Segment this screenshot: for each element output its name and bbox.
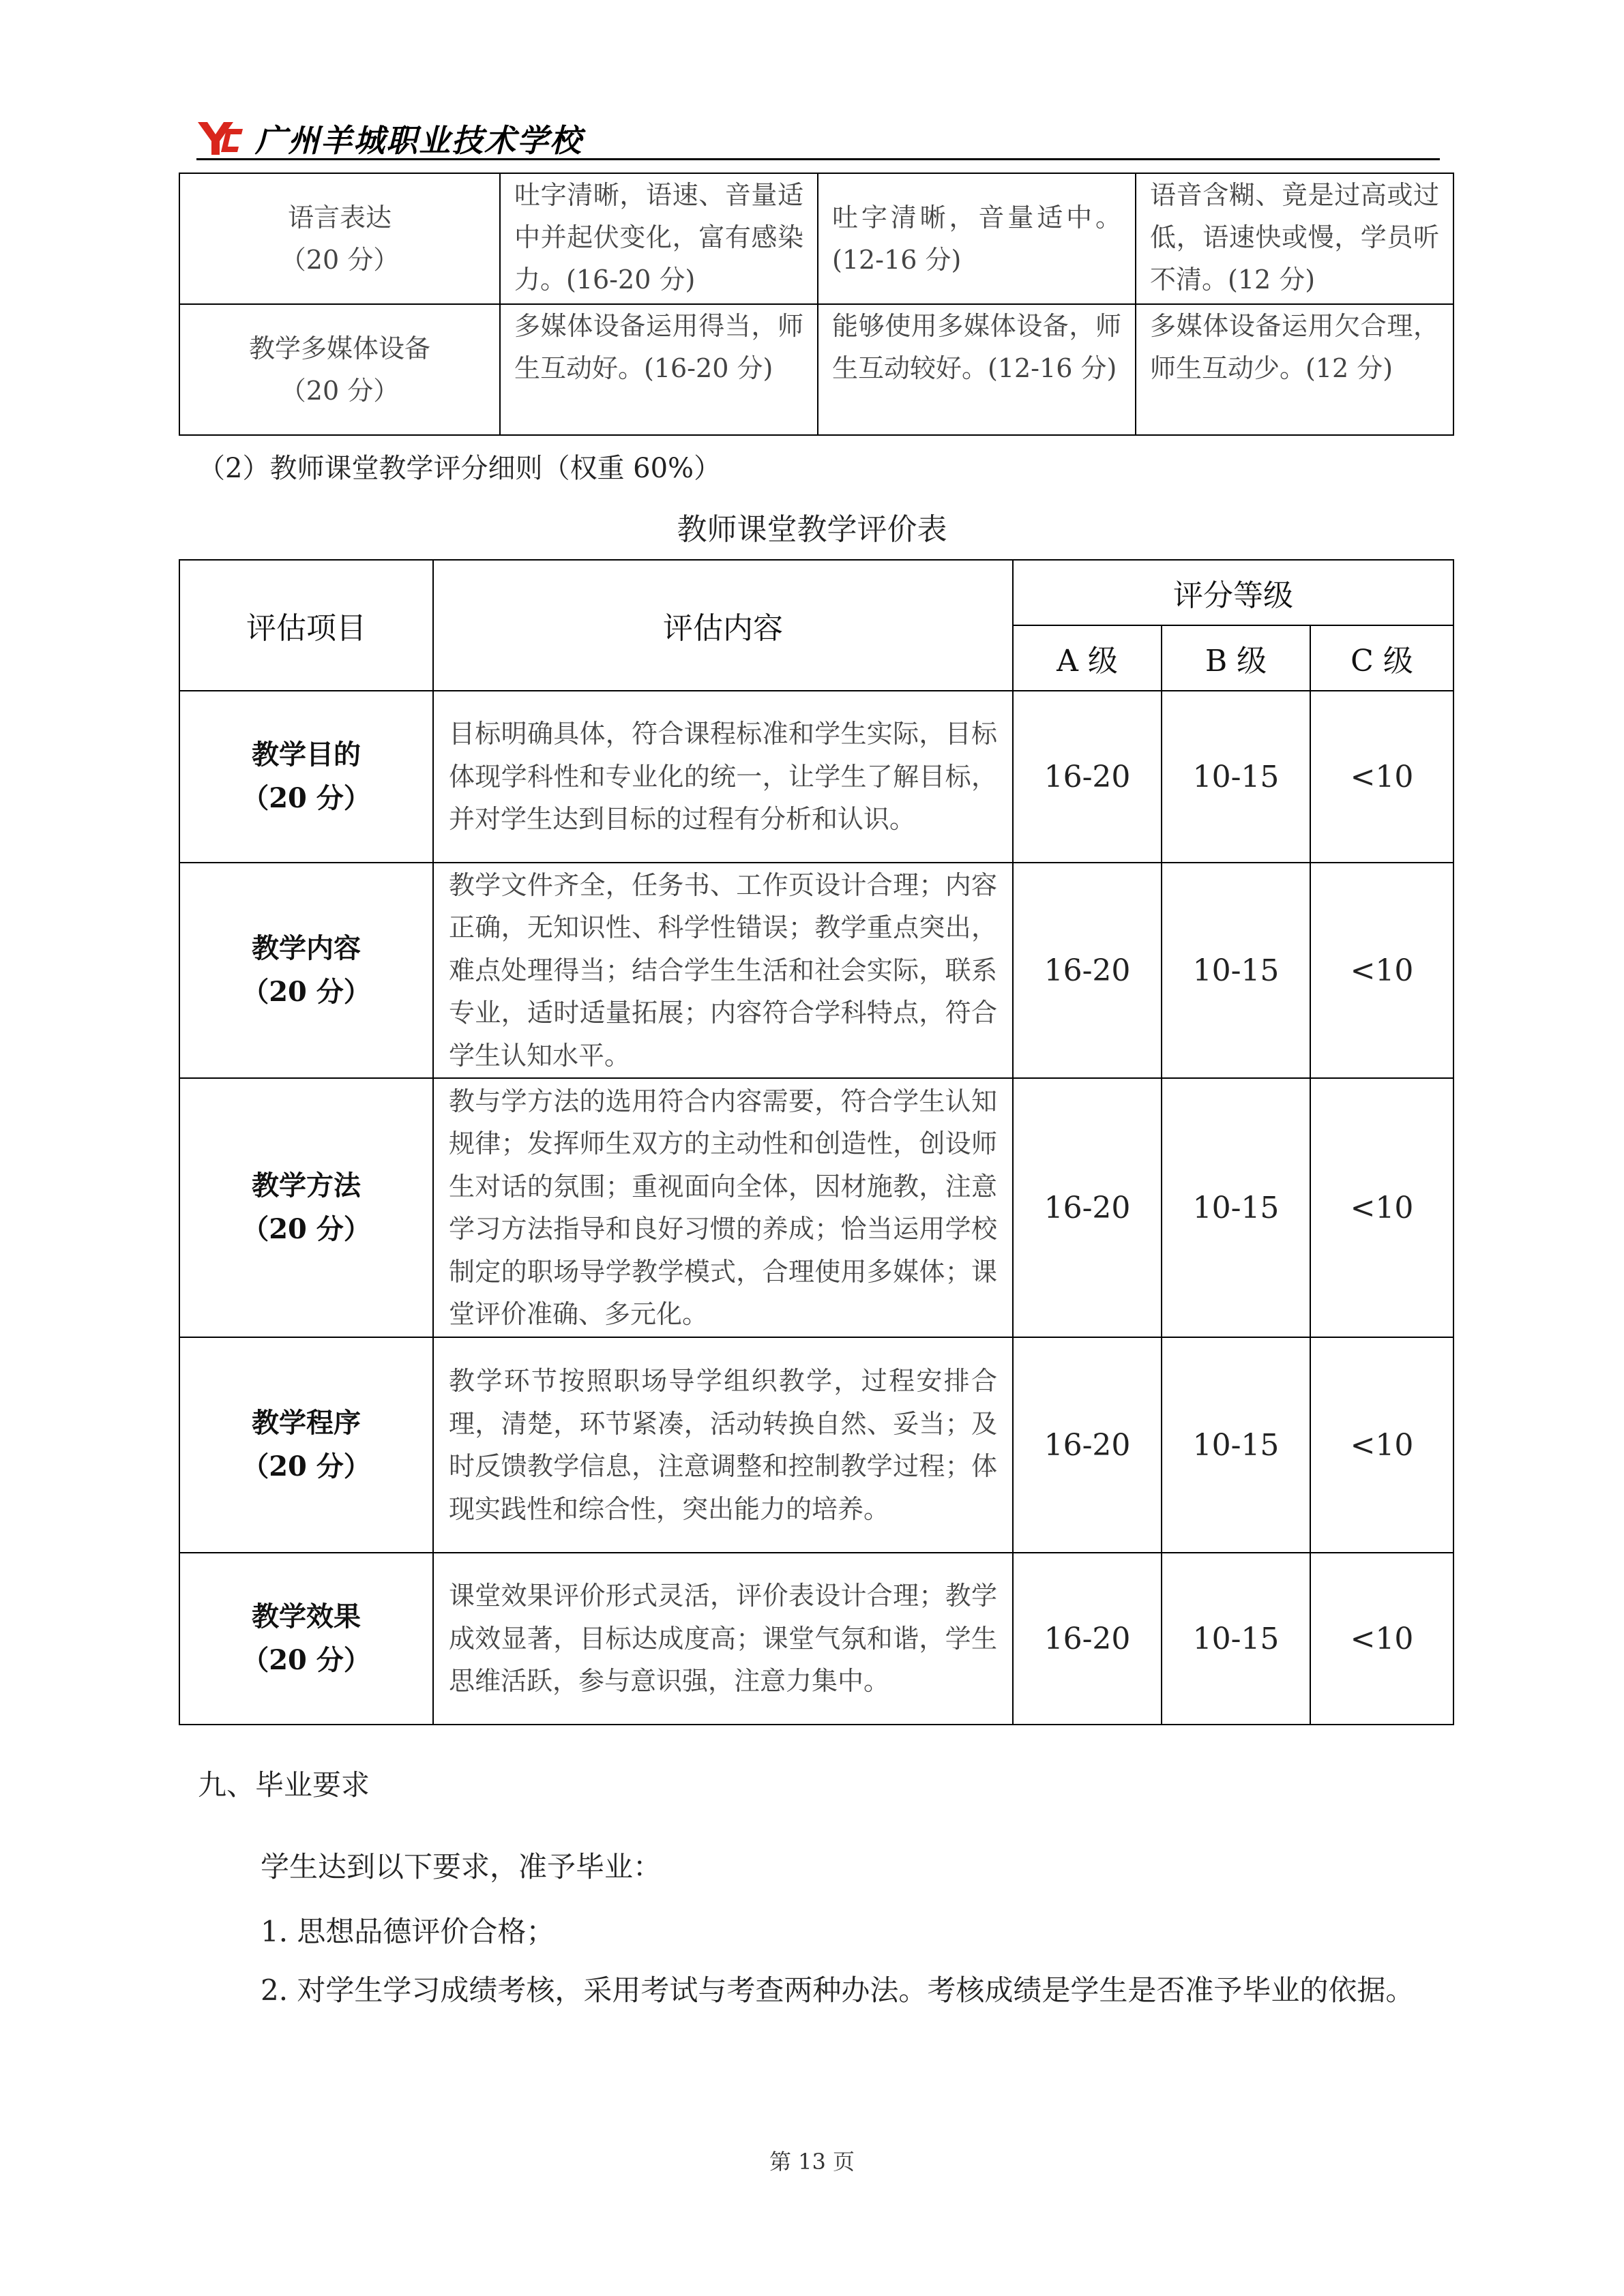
table-cell-item: 教学多媒体设备 （20 分） (179, 304, 500, 435)
table-cell-item: 语言表达 （20 分） (179, 173, 500, 304)
table-cell-b: 吐字清晰，音量适中。(12-16 分) (818, 173, 1136, 304)
row-item: 教学程序 （20 分） (179, 1337, 433, 1553)
row-grade-c: <10 (1310, 1078, 1453, 1337)
row-item: 教学目的 （20 分） (179, 691, 433, 863)
row-content: 教学文件齐全，任务书、工作页设计合理；内容正确，无知识性、科学性错误；教学重点突出，难点处理得当；结合学生生活和社会实际，联系专业，适时适量拓展；内容符合学科特点，符合学生认知水平。 (433, 863, 1013, 1078)
table-row (179, 1337, 1453, 1553)
header-grade-c: C 级 (1310, 625, 1453, 691)
row-content: 教与学方法的选用符合内容需要，符合学生认知规律；发挥师生双方的主动性和创造性，创设师生对话的氛围；重视面向全体，因材施教，注意学习方法指导和良好习惯的养成；恰当运用学校制定的职场导学教学模式，合理使用多媒体；课堂评价准确、多元化。 (433, 1078, 1013, 1337)
header-grade-b: B 级 (1162, 625, 1310, 691)
row-content: 目标明确具体，符合课程标准和学生实际，目标体现学科性和专业化的统一，让学生了解目标，并对学生达到目标的过程有分析和认识。 (433, 691, 1013, 863)
row-grade-a: 16-20 (1013, 1078, 1162, 1337)
paragraph-item-2: 2. 对学生学习成绩考核，采用考试与考查两种办法。考核成绩是学生是否准予毕业的依据。 (261, 1973, 1415, 2007)
table-cell-a: 多媒体设备运用得当，师生互动好。(16-20 分) (500, 304, 818, 435)
row-grade-c: <10 (1310, 863, 1453, 1078)
table-row (179, 304, 1453, 435)
table-header-row (179, 560, 1453, 625)
table-row (179, 863, 1453, 1078)
row-grade-b: 10-15 (1162, 691, 1310, 863)
section-heading: 九、毕业要求 (198, 1768, 370, 1802)
table-cell-a: 吐字清晰，语速、音量适中并起伏变化，富有感染力。(16-20 分) (500, 173, 818, 304)
header-grade: 评分等级 (1013, 560, 1453, 625)
evaluation-table-continued (179, 173, 1454, 436)
row-content: 课堂效果评价形式灵活，评价表设计合理；教学成效显著，目标达成度高；课堂气氛和谐，学生思维活跃，参与意识强，注意力集中。 (433, 1553, 1013, 1725)
paragraph-item-1: 1. 思想品德评价合格； (261, 1915, 555, 1948)
header-item: 评估项目 (179, 560, 433, 691)
row-grade-a: 16-20 (1013, 1553, 1162, 1725)
row-grade-a: 16-20 (1013, 1337, 1162, 1553)
table-row (179, 691, 1453, 863)
row-grade-b: 10-15 (1162, 1553, 1310, 1725)
table-row (179, 1553, 1453, 1725)
row-grade-b: 10-15 (1162, 1078, 1310, 1337)
school-name: 广州羊城职业技术学校 (255, 122, 582, 159)
page-number: 第 13 页 (769, 2149, 855, 2175)
table-row (179, 1078, 1453, 1337)
row-item: 教学方法 （20 分） (179, 1078, 433, 1337)
table-row (179, 173, 1453, 304)
row-grade-c: <10 (1310, 691, 1453, 863)
school-logo-icon (196, 119, 244, 158)
row-grade-c: <10 (1310, 1337, 1453, 1553)
table-cell-c: 语音含糊、竟是过高或过低，语速快或慢，学员听不清。(12 分) (1136, 173, 1453, 304)
row-item: 教学内容 （20 分） (179, 863, 433, 1078)
table-title: 教师课堂教学评价表 (677, 512, 947, 547)
header-content: 评估内容 (433, 560, 1013, 691)
row-grade-b: 10-15 (1162, 863, 1310, 1078)
row-grade-a: 16-20 (1013, 691, 1162, 863)
table-cell-b: 能够使用多媒体设备，师生互动较好。(12-16 分) (818, 304, 1136, 435)
table-cell-c: 多媒体设备运用欠合理，师生互动少。(12 分) (1136, 304, 1453, 435)
row-item: 教学效果 （20 分） (179, 1553, 433, 1725)
row-grade-b: 10-15 (1162, 1337, 1310, 1553)
row-content: 教学环节按照职场导学组织教学，过程安排合理，清楚，环节紧凑，活动转换自然、妥当；及时反馈教学信息，注意调整和控制教学过程；体现实践性和综合性，突出能力的培养。 (433, 1337, 1013, 1553)
section-caption: （2）教师课堂教学评分细则（权重 60%） (198, 453, 722, 484)
page-header (196, 115, 582, 162)
paragraph-intro: 学生达到以下要求，准予毕业： (261, 1850, 662, 1883)
teaching-evaluation-table (179, 559, 1454, 1725)
header-divider (196, 158, 1440, 160)
row-grade-a: 16-20 (1013, 863, 1162, 1078)
row-grade-c: <10 (1310, 1553, 1453, 1725)
header-grade-a: A 级 (1013, 625, 1162, 691)
